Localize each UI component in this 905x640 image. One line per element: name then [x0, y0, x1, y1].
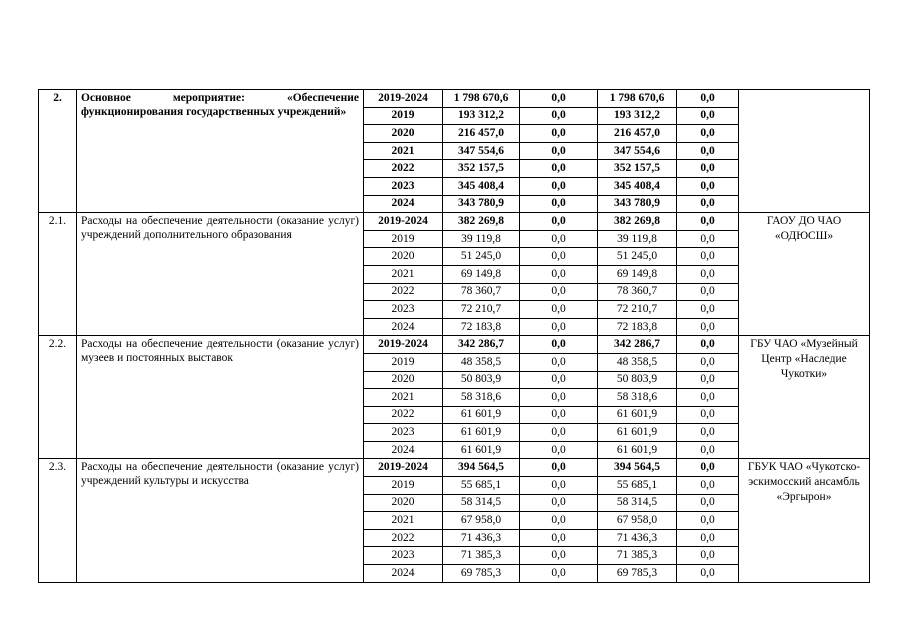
federal-budget-cell: 0,0	[520, 195, 598, 213]
federal-budget-cell: 0,0	[520, 107, 598, 125]
other-sources-cell: 0,0	[677, 213, 739, 231]
section-name: Расходы на обеспечение деятельности (оказание услуг) учреждений дополнительного образования	[77, 213, 364, 336]
regional-budget-cell: 216 457,0	[598, 125, 677, 143]
section-name: Расходы на обеспечение деятельности (оказание услуг) музеев и постоянных выставок	[77, 336, 364, 459]
total-amount-cell: 61 601,9	[443, 441, 520, 459]
other-sources-cell: 0,0	[677, 389, 739, 407]
period-cell: 2024	[364, 318, 443, 336]
regional-budget-cell: 382 269,8	[598, 213, 677, 231]
period-cell: 2023	[364, 547, 443, 565]
federal-budget-cell: 0,0	[520, 160, 598, 178]
federal-budget-cell: 0,0	[520, 371, 598, 389]
other-sources-cell: 0,0	[677, 353, 739, 371]
federal-budget-cell: 0,0	[520, 265, 598, 283]
federal-budget-cell: 0,0	[520, 248, 598, 266]
period-cell: 2019	[364, 230, 443, 248]
other-sources-cell: 0,0	[677, 107, 739, 125]
regional-budget-cell: 343 780,9	[598, 195, 677, 213]
federal-budget-cell: 0,0	[520, 424, 598, 442]
period-cell: 2021	[364, 512, 443, 530]
total-amount-cell: 48 358,5	[443, 353, 520, 371]
table-row	[39, 213, 870, 231]
federal-budget-cell: 0,0	[520, 318, 598, 336]
total-amount-cell: 50 803,9	[443, 371, 520, 389]
regional-budget-cell: 69 149,8	[598, 265, 677, 283]
section-name: Основное мероприятие: «Обеспечение функционирования государственных учреждений»	[77, 90, 364, 213]
period-cell: 2020	[364, 125, 443, 143]
period-cell: 2019-2024	[364, 90, 443, 108]
regional-budget-cell: 67 958,0	[598, 512, 677, 530]
regional-budget-cell: 61 601,9	[598, 406, 677, 424]
executor-cell: ГАОУ ДО ЧАО «ОДЮСШ»	[739, 213, 870, 336]
other-sources-cell: 0,0	[677, 424, 739, 442]
total-amount-cell: 69 785,3	[443, 565, 520, 583]
regional-budget-cell: 58 314,5	[598, 494, 677, 512]
table-row	[39, 459, 870, 477]
federal-budget-cell: 0,0	[520, 142, 598, 160]
total-amount-cell: 352 157,5	[443, 160, 520, 178]
federal-budget-cell: 0,0	[520, 512, 598, 530]
federal-budget-cell: 0,0	[520, 90, 598, 108]
section-number: 2.	[39, 90, 77, 213]
other-sources-cell: 0,0	[677, 195, 739, 213]
other-sources-cell: 0,0	[677, 565, 739, 583]
other-sources-cell: 0,0	[677, 494, 739, 512]
federal-budget-cell: 0,0	[520, 565, 598, 583]
other-sources-cell: 0,0	[677, 459, 739, 477]
other-sources-cell: 0,0	[677, 547, 739, 565]
federal-budget-cell: 0,0	[520, 353, 598, 371]
total-amount-cell: 72 183,8	[443, 318, 520, 336]
regional-budget-cell: 61 601,9	[598, 424, 677, 442]
other-sources-cell: 0,0	[677, 406, 739, 424]
period-cell: 2019	[364, 477, 443, 495]
regional-budget-cell: 345 408,4	[598, 177, 677, 195]
budget-table-body	[39, 90, 870, 583]
total-amount-cell: 193 312,2	[443, 107, 520, 125]
period-cell: 2022	[364, 283, 443, 301]
period-cell: 2021	[364, 265, 443, 283]
total-amount-cell: 61 601,9	[443, 406, 520, 424]
total-amount-cell: 394 564,5	[443, 459, 520, 477]
period-cell: 2022	[364, 529, 443, 547]
regional-budget-cell: 50 803,9	[598, 371, 677, 389]
federal-budget-cell: 0,0	[520, 477, 598, 495]
regional-budget-cell: 58 318,6	[598, 389, 677, 407]
total-amount-cell: 1 798 670,6	[443, 90, 520, 108]
period-cell: 2020	[364, 371, 443, 389]
total-amount-cell: 58 314,5	[443, 494, 520, 512]
federal-budget-cell: 0,0	[520, 406, 598, 424]
regional-budget-cell: 72 210,7	[598, 301, 677, 319]
period-cell: 2020	[364, 494, 443, 512]
federal-budget-cell: 0,0	[520, 389, 598, 407]
period-cell: 2022	[364, 160, 443, 178]
total-amount-cell: 67 958,0	[443, 512, 520, 530]
period-cell: 2021	[364, 142, 443, 160]
regional-budget-cell: 39 119,8	[598, 230, 677, 248]
regional-budget-cell: 51 245,0	[598, 248, 677, 266]
table-row	[39, 336, 870, 354]
total-amount-cell: 345 408,4	[443, 177, 520, 195]
federal-budget-cell: 0,0	[520, 230, 598, 248]
other-sources-cell: 0,0	[677, 160, 739, 178]
other-sources-cell: 0,0	[677, 265, 739, 283]
table-row	[39, 90, 870, 108]
other-sources-cell: 0,0	[677, 142, 739, 160]
executor-cell: ГБУ ЧАО «Музейный Центр «Наследие Чукотки»	[739, 336, 870, 459]
other-sources-cell: 0,0	[677, 371, 739, 389]
period-cell: 2019	[364, 107, 443, 125]
federal-budget-cell: 0,0	[520, 125, 598, 143]
federal-budget-cell: 0,0	[520, 301, 598, 319]
other-sources-cell: 0,0	[677, 301, 739, 319]
other-sources-cell: 0,0	[677, 477, 739, 495]
period-cell: 2019-2024	[364, 459, 443, 477]
regional-budget-cell: 193 312,2	[598, 107, 677, 125]
regional-budget-cell: 61 601,9	[598, 441, 677, 459]
federal-budget-cell: 0,0	[520, 177, 598, 195]
period-cell: 2019-2024	[364, 336, 443, 354]
total-amount-cell: 61 601,9	[443, 424, 520, 442]
regional-budget-cell: 55 685,1	[598, 477, 677, 495]
other-sources-cell: 0,0	[677, 230, 739, 248]
total-amount-cell: 71 436,3	[443, 529, 520, 547]
total-amount-cell: 39 119,8	[443, 230, 520, 248]
regional-budget-cell: 394 564,5	[598, 459, 677, 477]
other-sources-cell: 0,0	[677, 512, 739, 530]
other-sources-cell: 0,0	[677, 248, 739, 266]
period-cell: 2023	[364, 424, 443, 442]
regional-budget-cell: 71 436,3	[598, 529, 677, 547]
section-name: Расходы на обеспечение деятельности (оказание услуг) учреждений культуры и искусства	[77, 459, 364, 582]
period-cell: 2024	[364, 565, 443, 583]
other-sources-cell: 0,0	[677, 90, 739, 108]
other-sources-cell: 0,0	[677, 125, 739, 143]
executor-cell: ГБУК ЧАО «Чукотско-эскимосский ансамбль «Эргырон»	[739, 459, 870, 582]
period-cell: 2020	[364, 248, 443, 266]
total-amount-cell: 69 149,8	[443, 265, 520, 283]
budget-table	[38, 89, 870, 583]
total-amount-cell: 58 318,6	[443, 389, 520, 407]
period-cell: 2019-2024	[364, 213, 443, 231]
total-amount-cell: 343 780,9	[443, 195, 520, 213]
federal-budget-cell: 0,0	[520, 213, 598, 231]
regional-budget-cell: 69 785,3	[598, 565, 677, 583]
regional-budget-cell: 72 183,8	[598, 318, 677, 336]
total-amount-cell: 382 269,8	[443, 213, 520, 231]
period-cell: 2023	[364, 177, 443, 195]
regional-budget-cell: 342 286,7	[598, 336, 677, 354]
regional-budget-cell: 352 157,5	[598, 160, 677, 178]
total-amount-cell: 55 685,1	[443, 477, 520, 495]
federal-budget-cell: 0,0	[520, 494, 598, 512]
other-sources-cell: 0,0	[677, 318, 739, 336]
other-sources-cell: 0,0	[677, 177, 739, 195]
total-amount-cell: 347 554,6	[443, 142, 520, 160]
period-cell: 2024	[364, 441, 443, 459]
period-cell: 2021	[364, 389, 443, 407]
period-cell: 2023	[364, 301, 443, 319]
regional-budget-cell: 1 798 670,6	[598, 90, 677, 108]
total-amount-cell: 78 360,7	[443, 283, 520, 301]
other-sources-cell: 0,0	[677, 283, 739, 301]
total-amount-cell: 342 286,7	[443, 336, 520, 354]
regional-budget-cell: 48 358,5	[598, 353, 677, 371]
other-sources-cell: 0,0	[677, 529, 739, 547]
section-number: 2.1.	[39, 213, 77, 336]
federal-budget-cell: 0,0	[520, 529, 598, 547]
section-number: 2.2.	[39, 336, 77, 459]
regional-budget-cell: 78 360,7	[598, 283, 677, 301]
period-cell: 2022	[364, 406, 443, 424]
federal-budget-cell: 0,0	[520, 459, 598, 477]
period-cell: 2024	[364, 195, 443, 213]
other-sources-cell: 0,0	[677, 441, 739, 459]
period-cell: 2019	[364, 353, 443, 371]
regional-budget-cell: 71 385,3	[598, 547, 677, 565]
federal-budget-cell: 0,0	[520, 547, 598, 565]
federal-budget-cell: 0,0	[520, 336, 598, 354]
executor-cell	[739, 90, 870, 213]
federal-budget-cell: 0,0	[520, 441, 598, 459]
total-amount-cell: 51 245,0	[443, 248, 520, 266]
total-amount-cell: 71 385,3	[443, 547, 520, 565]
total-amount-cell: 216 457,0	[443, 125, 520, 143]
other-sources-cell: 0,0	[677, 336, 739, 354]
federal-budget-cell: 0,0	[520, 283, 598, 301]
total-amount-cell: 72 210,7	[443, 301, 520, 319]
regional-budget-cell: 347 554,6	[598, 142, 677, 160]
section-number: 2.3.	[39, 459, 77, 582]
